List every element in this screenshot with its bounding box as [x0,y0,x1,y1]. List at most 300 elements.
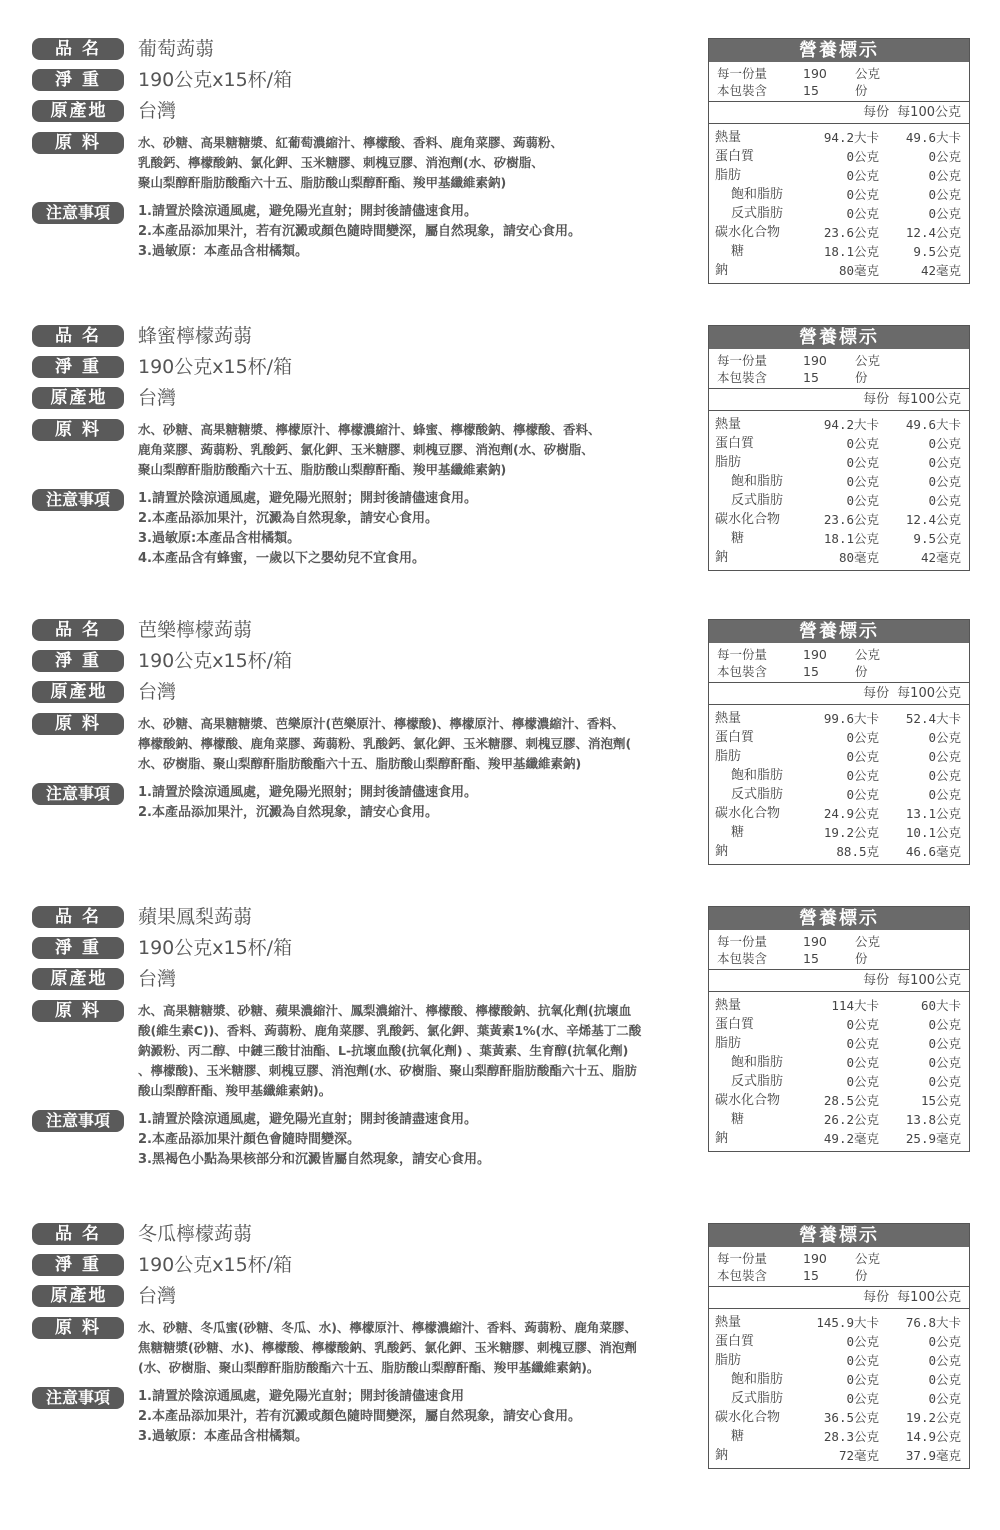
ingredients-text [138,713,631,774]
nutrient-per-serving: 80毫克 [838,263,879,278]
nutrient-name: 熱量 [715,130,742,145]
nutrient-per-100g: 0公克 [928,455,961,470]
notes-row [32,1110,697,1170]
origin-label: 原產地 [32,100,124,122]
nutrition-title: 營養標示 [709,907,969,930]
serving-size-unit: 公克 [855,647,881,662]
col-per-serving: 每份 [863,1290,890,1305]
nutrition-row [715,204,961,223]
nutrient-per-serving: 0公克 [846,436,879,451]
nutrition-row [715,747,961,766]
nutrient-name: 反式脂肪 [731,1074,784,1089]
nutrient-name: 飽和脂肪 [731,1055,784,1070]
origin-value: 台灣 [138,681,177,703]
nutrition-row [715,1072,961,1091]
note-line: 3.黑褐色小點為果核部分和沉澱皆屬自然現象，請安心食用。 [138,1152,490,1167]
ingredients-line: 水、砂糖、高果糖糖漿、紅葡萄濃縮汁、檸檬酸、香料、鹿角菜膠、蒟蒻粉、 [138,135,564,150]
nutrient-per-serving: 0公克 [846,1391,879,1406]
serving-size-label: 每一份量 [717,1251,768,1266]
nutrient-name: 反式脂肪 [731,493,784,508]
nutrient-per-100g: 0公克 [928,768,961,783]
ingredients-row [32,1000,697,1101]
nutrient-per-serving: 18.1公克 [823,531,879,546]
ingredients-label: 原料 [32,1000,124,1022]
nutrition-rows [709,1309,969,1468]
nutrient-name: 蛋白質 [715,436,755,451]
servings-unit: 份 [855,664,868,679]
nutrient-per-100g: 0公克 [928,1372,961,1387]
note-line: 1.請置於陰涼通風處，避免陽光直射；開封後請盡速食用。 [138,1112,477,1127]
ingredients-line: 酸(維生素C))、香料、蒟蒻粉、鹿角菜膠、乳酸鈣、氯化鉀、葉黃素1%(水、辛烯基丁二酸 [138,1023,642,1038]
nutrient-per-serving: 0公克 [846,1017,879,1032]
nutrient-name: 脂肪 [715,1036,742,1051]
nutrient-per-100g: 37.9毫克 [905,1448,961,1463]
nutrient-per-serving: 23.6公克 [823,512,879,527]
servings-unit: 份 [855,83,868,98]
nutrition-row [715,1446,961,1465]
nutrition-row [715,823,961,842]
nutrient-per-100g: 13.8公克 [905,1112,961,1127]
product-name-label: 品名 [32,1223,124,1245]
nutrient-per-serving: 0公克 [846,206,879,221]
col-per-100g: 每100公克 [897,973,961,988]
nutrient-name: 鈉 [715,550,729,565]
nutrition-row [715,1091,961,1110]
nutrient-per-serving: 0公克 [846,749,879,764]
nutrient-per-100g: 14.9公克 [905,1429,961,1444]
nutrition-row [715,491,961,510]
nutrition-title: 營養標示 [709,326,969,349]
notes-text [138,202,581,262]
nutrient-per-100g: 9.5公克 [913,531,961,546]
nutrient-name: 飽和脂肪 [731,187,784,202]
serving-size-row [717,1250,961,1267]
nutrient-per-100g: 0公克 [928,730,961,745]
nutrient-per-serving: 18.1公克 [823,244,879,259]
nutrient-name: 蛋白質 [715,149,755,164]
servings-label: 本包裝含 [717,370,768,385]
nutrient-name: 鈉 [715,1131,729,1146]
nutrient-per-serving: 0公克 [846,149,879,164]
notes-row [32,1387,697,1447]
nutrient-per-100g: 0公克 [928,1074,961,1089]
nutrition-header [709,102,969,124]
product-name-row [32,1223,697,1254]
serving-size-unit: 公克 [855,1251,881,1266]
nutrition-row [715,1351,961,1370]
note-line: 3.過敏原：本產品含柑橘類。 [138,244,308,259]
nutrient-per-serving: 94.2大卡 [823,417,879,432]
ingredients-row [32,713,697,774]
col-per-serving: 每份 [863,973,890,988]
nutrient-name: 碳水化合物 [715,1093,781,1108]
note-line: 2.本產品添加果汁，若有沉澱或顏色隨時間變深，屬自然現象，請安心食用。 [138,224,581,239]
nutrient-name: 反式脂肪 [731,206,784,221]
origin-row [32,100,697,131]
nutrient-per-100g: 49.6大卡 [905,130,961,145]
nutrient-name: 碳水化合物 [715,512,781,527]
nutrition-row [715,166,961,185]
servings-unit: 份 [855,951,868,966]
nutrition-rows [709,124,969,283]
serving-info [709,930,969,970]
servings-row [717,663,961,680]
nutrient-per-100g: 0公克 [928,474,961,489]
notes-row [32,489,697,569]
nutrient-per-serving: 0公克 [846,1353,879,1368]
net-weight-value: 190公克x15杯/箱 [138,937,293,959]
product-name-label: 品名 [32,906,124,928]
nutrient-per-100g: 76.8大卡 [905,1315,961,1330]
nutrient-name: 飽和脂肪 [731,768,784,783]
serving-info [709,62,969,102]
nutrient-per-serving: 0公克 [846,455,879,470]
nutrition-row [715,434,961,453]
origin-row [32,681,697,712]
note-line: 2.本產品添加果汁，沉澱為自然現象，請安心食用。 [138,805,438,820]
nutrition-row [715,1110,961,1129]
product-info [32,906,697,1170]
note-line: 1.請置於陰涼通風處，避免陽光直射；開封後請儘速食用。 [138,204,477,219]
nutrient-per-100g: 12.4公克 [905,512,961,527]
nutrition-table [708,325,970,571]
nutrient-per-serving: 0公克 [846,474,879,489]
product-info [32,325,697,569]
ingredients-line: 水、砂糖、高果糖糖漿、芭樂原汁(芭樂原汁、檸檬酸)、檸檬原汁、檸檬濃縮汁、香料、 [138,716,625,731]
ingredients-row [32,419,697,480]
ingredients-line: 酸山梨醇酐酯、羧甲基纖維素鈉)。 [138,1083,332,1098]
nutrient-per-100g: 0公克 [928,206,961,221]
origin-label: 原產地 [32,681,124,703]
ingredients-label: 原料 [32,419,124,441]
serving-size-row [717,933,961,950]
nutrient-per-100g: 0公克 [928,749,961,764]
product-name-label: 品名 [32,619,124,641]
nutrient-name: 熱量 [715,998,742,1013]
origin-row [32,387,697,418]
nutrient-per-100g: 9.5公克 [913,244,961,259]
origin-row [32,968,697,999]
nutrient-per-serving: 94.2大卡 [823,130,879,145]
nutrient-name: 鈉 [715,263,729,278]
nutrient-name: 脂肪 [715,749,742,764]
servings-value: 15 [803,951,819,966]
serving-size-row [717,352,961,369]
nutrition-row [715,453,961,472]
nutrient-per-serving: 145.9大卡 [816,1315,879,1330]
col-per-100g: 每100公克 [897,105,961,120]
ingredients-label: 原料 [32,132,124,154]
nutrition-table [708,619,970,865]
serving-size-unit: 公克 [855,66,881,81]
ingredients-line: 、檸檬酸)、玉米糖膠、刺槐豆膠、消泡劑(水、矽樹脂、聚山梨醇酐脂肪酸酯六十五、脂肪 [138,1063,637,1078]
nutrient-per-100g: 10.1公克 [905,825,961,840]
nutrient-name: 蛋白質 [715,730,755,745]
nutrient-name: 脂肪 [715,168,742,183]
nutrition-row [715,709,961,728]
nutrition-row [715,1053,961,1072]
nutrient-per-100g: 46.6毫克 [905,844,961,859]
serving-size-value: 190 [803,1251,827,1266]
note-line: 1.請置於陰涼通風處，避免陽光照射；開封後請儘速食用。 [138,785,477,800]
net-weight-row [32,1254,697,1285]
nutrient-per-serving: 0公克 [846,1055,879,1070]
nutrient-per-100g: 0公克 [928,187,961,202]
net-weight-label: 淨重 [32,1254,124,1276]
notes-label: 注意事項 [32,783,124,805]
nutrient-per-100g: 0公克 [928,1391,961,1406]
nutrition-header [709,1287,969,1309]
nutrient-per-100g: 0公克 [928,168,961,183]
ingredients-text [138,1317,637,1378]
col-per-serving: 每份 [863,392,890,407]
nutrient-per-serving: 88.5克 [836,844,879,859]
nutrient-per-100g: 19.2公克 [905,1410,961,1425]
ingredients-line: 焦糖糖漿(砂糖、水)、檸檬酸、檸檬酸鈉、乳酸鈣、氯化鉀、玉米糖膠、刺槐豆膠、消泡劑 [138,1340,637,1355]
ingredients-text [138,1000,641,1101]
nutrient-name: 碳水化合物 [715,1410,781,1425]
nutrition-rows [709,705,969,864]
nutrition-header [709,970,969,992]
nutrition-title: 營養標示 [709,620,969,643]
ingredients-line: 鹿角菜膠、蒟蒻粉、乳酸鈣、氯化鉀、玉米糖膠、刺槐豆膠、消泡劑(水、矽樹脂、 [138,442,594,457]
product-name-value: 蘋果鳳梨蒟蒻 [138,906,253,928]
nutrient-name: 鈉 [715,1448,729,1463]
nutrient-name: 脂肪 [715,1353,742,1368]
product-name-label: 品名 [32,38,124,60]
notes-row [32,202,697,262]
ingredients-line: 水、高果糖糖漿、砂糖、蘋果濃縮汁、鳳梨濃縮汁、檸檬酸、檸檬酸鈉、抗氧化劑(抗壞血 [138,1003,632,1018]
nutrient-name: 糖 [731,1429,745,1444]
nutrition-row [715,1034,961,1053]
notes-text [138,1387,581,1447]
servings-label: 本包裝含 [717,951,768,966]
nutrient-per-100g: 42毫克 [920,263,961,278]
servings-value: 15 [803,370,819,385]
nutrition-row [715,529,961,548]
nutrition-table [708,906,970,1152]
origin-label: 原產地 [32,1285,124,1307]
nutrient-per-100g: 15公克 [920,1093,961,1108]
nutrition-row [715,1332,961,1351]
net-weight-row [32,937,697,968]
ingredients-line: 水、砂糖、高果糖糖漿、檸檬原汁、檸檬濃縮汁、蜂蜜、檸檬酸鈉、檸檬酸、香料、 [138,422,601,437]
nutrition-rows [709,992,969,1151]
net-weight-row [32,650,697,681]
nutrient-per-100g: 0公克 [928,493,961,508]
servings-value: 15 [803,1268,819,1283]
serving-size-value: 190 [803,647,827,662]
nutrition-row [715,728,961,747]
origin-value: 台灣 [138,968,177,990]
serving-size-value: 190 [803,353,827,368]
nutrition-header [709,683,969,705]
origin-value: 台灣 [138,387,177,409]
nutrient-per-serving: 0公克 [846,768,879,783]
servings-label: 本包裝含 [717,83,768,98]
serving-size-label: 每一份量 [717,353,768,368]
nutrition-header [709,389,969,411]
nutrition-row [715,996,961,1015]
nutrient-per-100g: 25.9毫克 [905,1131,961,1146]
nutrient-per-serving: 0公克 [846,1036,879,1051]
nutrient-per-serving: 0公克 [846,187,879,202]
servings-row [717,950,961,967]
origin-row [32,1285,697,1316]
nutrient-name: 熱量 [715,1315,742,1330]
servings-unit: 份 [855,370,868,385]
nutrition-row [715,1015,961,1034]
nutrient-per-100g: 0公克 [928,1055,961,1070]
nutrition-row [715,147,961,166]
nutrient-per-100g: 0公克 [928,787,961,802]
serving-info [709,1247,969,1287]
nutrition-row [715,1408,961,1427]
notes-row [32,783,697,823]
ingredients-label: 原料 [32,713,124,735]
product-info [32,1223,697,1447]
nutrient-per-100g: 12.4公克 [905,225,961,240]
ingredients-row [32,1317,697,1378]
nutrition-row [715,804,961,823]
notes-text [138,489,477,569]
nutrition-row [715,415,961,434]
servings-value: 15 [803,664,819,679]
notes-text [138,1110,490,1170]
nutrition-row [715,1389,961,1408]
nutrition-row [715,1427,961,1446]
note-line: 2.本產品添加果汁顏色會隨時間變深。 [138,1132,360,1147]
product-name-row [32,325,697,356]
note-line: 1.請置於陰涼通風處，避免陽光照射；開封後請儘速食用。 [138,491,477,506]
serving-size-value: 190 [803,934,827,949]
ingredients-line: 聚山梨醇酐脂肪酸酯六十五、脂肪酸山梨醇酐酯、羧甲基纖維素鈉) [138,462,507,477]
nutrition-row [715,842,961,861]
nutrient-per-serving: 49.2毫克 [823,1131,879,1146]
product-name-value: 葡萄蒟蒻 [138,38,215,60]
nutrient-name: 糖 [731,1112,745,1127]
ingredients-line: (水、矽樹脂、聚山梨醇酐脂肪酸酯六十五、脂肪酸山梨醇酐酯、羧甲基纖維素鈉)。 [138,1360,600,1375]
note-line: 4.本產品含有蜂蜜，一歲以下之嬰幼兒不宜食用。 [138,551,425,566]
nutrient-per-serving: 19.2公克 [823,825,879,840]
nutrient-per-serving: 114大卡 [831,998,879,1013]
nutrition-row [715,785,961,804]
nutrient-name: 蛋白質 [715,1017,755,1032]
ingredients-text [138,419,601,480]
note-line: 2.本產品添加果汁，若有沉澱或顏色隨時間變深，屬自然現象，請安心食用。 [138,1409,581,1424]
nutrient-name: 脂肪 [715,455,742,470]
nutrient-name: 碳水化合物 [715,225,781,240]
nutrient-name: 糖 [731,244,745,259]
servings-row [717,82,961,99]
nutrient-per-serving: 24.9公克 [823,806,879,821]
nutrition-row [715,472,961,491]
nutrient-per-100g: 60大卡 [920,998,961,1013]
nutrient-per-serving: 28.5公克 [823,1093,879,1108]
nutrient-per-serving: 0公克 [846,493,879,508]
nutrient-name: 熱量 [715,417,742,432]
note-line: 1.請置於陰涼通風處，避免陽光直射；開封後請儘速食用 [138,1389,464,1404]
nutrient-name: 糖 [731,531,745,546]
origin-label: 原產地 [32,968,124,990]
nutrition-rows [709,411,969,570]
note-line: 3.過敏原:本產品含柑橘類。 [138,531,301,546]
servings-label: 本包裝含 [717,664,768,679]
product-name-row [32,906,697,937]
nutrition-row [715,1313,961,1332]
serving-size-row [717,646,961,663]
nutrient-per-100g: 0公克 [928,436,961,451]
note-line: 2.本產品添加果汁，沉澱為自然現象，請安心食用。 [138,511,438,526]
product-info [32,619,697,823]
nutrition-row [715,766,961,785]
nutrient-per-serving: 0公克 [846,168,879,183]
nutrient-name: 反式脂肪 [731,787,784,802]
nutrient-per-100g: 0公克 [928,149,961,164]
servings-label: 本包裝含 [717,1268,768,1283]
nutrition-row [715,223,961,242]
ingredients-line: 聚山梨醇酐脂肪酸酯六十五、脂肪酸山梨醇酐酯、羧甲基纖維素鈉) [138,175,507,190]
notes-label: 注意事項 [32,489,124,511]
notes-label: 注意事項 [32,1110,124,1132]
serving-size-row [717,65,961,82]
ingredients-line: 水、砂糖、冬瓜蜜(砂糖、冬瓜、水)、檸檬原汁、檸檬濃縮汁、香料、蒟蒻粉、鹿角菜膠、 [138,1320,637,1335]
net-weight-value: 190公克x15杯/箱 [138,1254,293,1276]
nutrition-row [715,510,961,529]
nutrient-per-serving: 0公克 [846,730,879,745]
nutrient-per-100g: 49.6大卡 [905,417,961,432]
nutrient-per-serving: 28.3公克 [823,1429,879,1444]
nutrient-name: 鈉 [715,844,729,859]
nutrient-per-serving: 99.6大卡 [823,711,879,726]
nutrient-per-serving: 0公克 [846,1074,879,1089]
col-per-100g: 每100公克 [897,686,961,701]
nutrition-row [715,185,961,204]
net-weight-value: 190公克x15杯/箱 [138,69,293,91]
serving-info [709,643,969,683]
serving-info [709,349,969,389]
net-weight-label: 淨重 [32,69,124,91]
ingredients-line: 鈉澱粉、丙二醇、中鏈三酸甘油酯、L-抗壞血酸(抗氧化劑) 、葉黃素、生育醇(抗氧化劑) [138,1043,629,1058]
nutrient-per-100g: 0公克 [928,1334,961,1349]
nutrient-name: 糖 [731,825,745,840]
nutrient-name: 蛋白質 [715,1334,755,1349]
nutrition-table [708,38,970,284]
ingredients-row [32,132,697,193]
product-name-row [32,619,697,650]
nutrition-table [708,1223,970,1469]
origin-label: 原產地 [32,387,124,409]
notes-label: 注意事項 [32,202,124,224]
nutrient-per-serving: 0公克 [846,1334,879,1349]
nutrient-per-serving: 0公克 [846,787,879,802]
net-weight-value: 190公克x15杯/箱 [138,650,293,672]
nutrient-per-serving: 80毫克 [838,550,879,565]
notes-label: 注意事項 [32,1387,124,1409]
nutrient-per-serving: 26.2公克 [823,1112,879,1127]
nutrition-row [715,261,961,280]
nutrient-name: 飽和脂肪 [731,1372,784,1387]
servings-row [717,1267,961,1284]
ingredients-line: 檸檬酸鈉、檸檬酸、鹿角菜膠、蒟蒻粉、乳酸鈣、氯化鉀、玉米糖膠、刺槐豆膠、消泡劑( [138,736,632,751]
serving-size-value: 190 [803,66,827,81]
product-name-label: 品名 [32,325,124,347]
notes-text [138,783,477,823]
nutrient-name: 反式脂肪 [731,1391,784,1406]
servings-unit: 份 [855,1268,868,1283]
nutrient-name: 飽和脂肪 [731,474,784,489]
nutrient-per-100g: 0公克 [928,1036,961,1051]
